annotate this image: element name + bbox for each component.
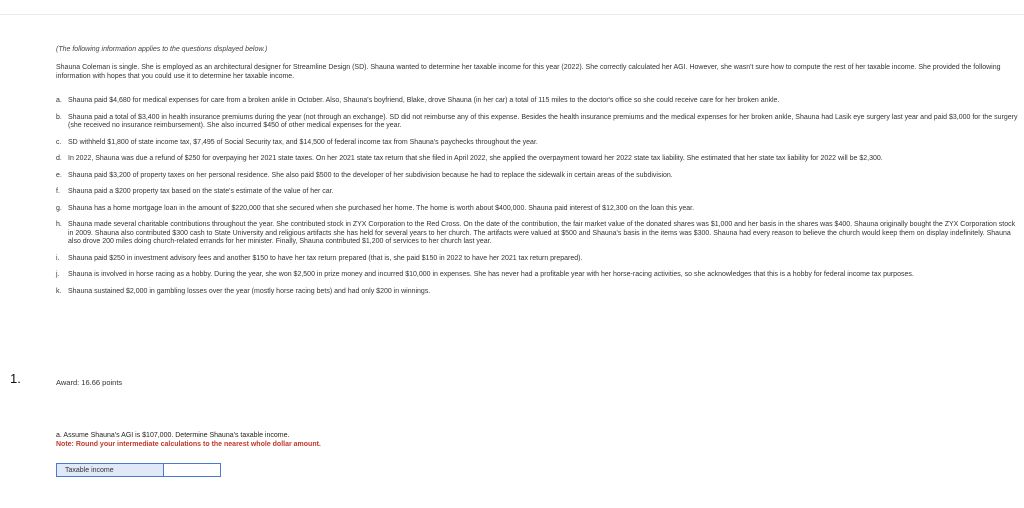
list-item [56,172,1022,181]
list-item [56,288,1022,297]
list-item [56,139,1022,148]
item-letter: d. [56,155,62,162]
intro-note: (The following information applies to the questions displayed below.) [56,46,268,53]
award-points: Award: 16.66 points [56,378,123,387]
item-letter: g. [56,204,62,212]
item-letter: h. [56,221,62,228]
list-item [56,271,1022,280]
item-letter: j. [56,271,60,278]
item-letter: i. [56,254,60,262]
scenario-text: Shauna Coleman is single. She is employed as an architectural designer for Streamline Design (SD). Shauna wanted to determine her taxable income for this year (2022). She correctly calculated her AGI. However, she wasn't sure how to compute the rest of her taxable income. She provided the following information with hopes that you could use it to determine her taxable income. [56,64,1001,80]
top-bar [0,0,1024,15]
taxable-income-input[interactable] [164,463,221,477]
item-text: Shauna is involved in horse racing as a hobby. During the year, she won $2,500 in prize money and incurred $10,000 in expenses. She has never had a profitable year with her horse-racing activities, so she acknowledges that this is a hobby for federal income tax purposes. [68,271,914,278]
list-item [56,205,1022,214]
item-text: Shauna sustained $2,000 in gambling losses over the year (mostly horse racing bets) and had only $200 in winnings. [68,287,431,295]
item-text: SD withheld $1,800 of state income tax, $7,495 of Social Security tax, and $14,500 of federal income tax from Shauna's paychecks throughout the year. [68,138,538,146]
answer-row [56,463,221,477]
list-item [56,155,1022,164]
list-item [56,221,1022,247]
answer-label: Taxable income [56,463,164,477]
item-text: Shauna paid a total of $3,400 in health insurance premiums during the year (not through an exchange). SD did not reimburse any of this expense. Besides the health insurance premiums and the medical expenses for her broken ankle, Shauna had Lasik eye surgery last year and paid $3,000 for the surgery (she received no insurance reimbursement). She also incurred $450 of other medical expenses for the year. [68,113,1018,129]
item-letter: b. [56,113,62,121]
question-prompt: a. Assume Shauna's AGI is $107,000. Determine Shauna's taxable income. [56,432,290,439]
item-text: Shauna paid $3,200 of property taxes on her personal residence. She also paid $500 to the developer of her subdivision because he had to replace the sidewalk in certain areas of the subdivision. [68,171,673,179]
item-text: In 2022, Shauna was due a refund of $250 for overpaying her 2021 state taxes. On her 2021 state tax return that she filed in April 2022, she applied the overpayment toward her 2022 state tax liability. She estimated that her state tax liability for 2022 will be $2,300. [68,155,883,162]
item-text: Shauna has a home mortgage loan in the amount of $220,000 that she secured when she purchased her home. The home is worth about $400,000. Shauna paid interest of $12,300 on the loan this year. [68,204,695,212]
item-letter: e. [56,171,62,179]
item-text: Shauna paid $250 in investment advisory fees and another $150 to have her tax return prepared (that is, she paid $150 in 2022 to have her 2021 tax return prepared). [68,254,583,262]
question-number: 1. [10,371,21,386]
item-text: Shauna made several charitable contributions throughout the year. She contributed stock in ZYX Corporation to the Red Cross. On the date of the contribution, the fair market value of the donated shares was $1,000 and her basis in the shares was $400. Shauna originally bought the ZYX Corporation stock in 2009. Shauna also contributed $300 cash to State University and religious artifacts she has held for several years to her church. The artifacts were valued at $500 and Shauna's basis in the items was $300. Shauna had every reason to believe the church would keep them on display indefinitely. Shauna also drove 200 miles doing church-related errands for her minister. Finally, Shauna contributed $1,200 of services to her church last year. [68,221,1016,245]
list-item [56,188,1022,197]
list-item [56,97,1022,106]
item-letter: f. [56,188,60,195]
rounding-note: Note: Round your intermediate calculations to the nearest whole dollar amount. [56,441,321,448]
item-letter: a. [56,97,62,104]
list-item [56,114,1022,131]
item-letter: k. [56,287,62,295]
item-text: Shauna paid a $200 property tax based on the state's estimate of the value of her car. [68,188,334,195]
facts-list [56,97,1022,304]
item-text: Shauna paid $4,680 for medical expenses for care from a broken ankle in October. Also, Shauna's boyfriend, Blake, drove Shauna (in her car) a total of 115 miles to the doctor's office so she could receive care for her broken ankle. [68,97,780,104]
list-item [56,255,1022,264]
item-letter: c. [56,138,62,146]
